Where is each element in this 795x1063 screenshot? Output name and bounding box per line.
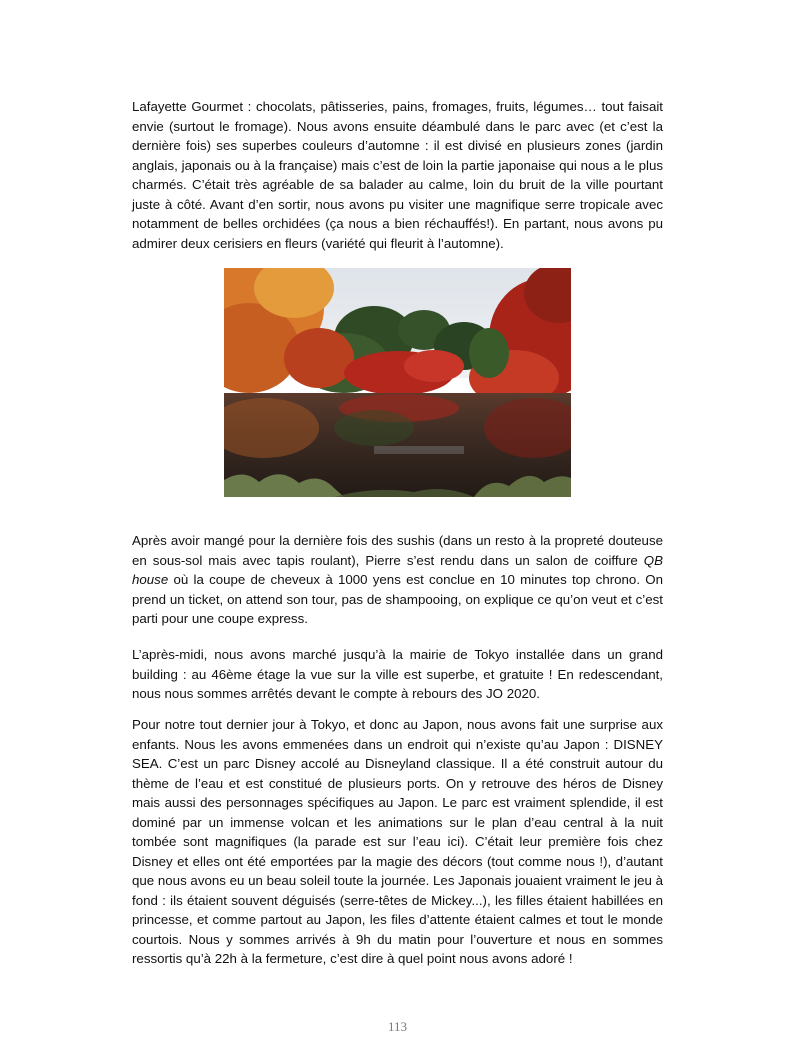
- p2-text-end: où la coupe de cheveux à 1000 yens est conclue en 10 minutes top chrono. On prend un ticket, on attend son tour, pas de shampooing, on explique ce qu’on veut et c’est parti pour une coupe express.: [132, 572, 663, 626]
- paragraph-disney-sea: Pour notre tout dernier jour à Tokyo, et donc au Japon, nous avons fait une surprise aux enfants. Nous les avons emmenées dans un endroit qui n’existe qu’au Japon : DISNEY SEA. C’est un parc Disney accolé au Disneyland classique. Il a été construit autour du thème de l’eau et est constitué de plusieurs ports. On y retrouve des héros de Disney mais aussi des personnages spécifiques au Japon. Le parc est vraiment splendide, il est dominé par un immense volcan et les animations sur le plan d’eau central à la nuit tombée sont magnifiques (la parade est sur l’eau ici). C’était leur première fois chez Disney et elles ont été emportées par la magie des décors (tout comme nous !), d’autant que nous avons eu un beau soleil toute la journée. Les Japonais jouaient vraiment le jeu à fond : ils étaient souvent déguisés (serre-têtes de Mickey...), les filles étaient habillées en princesse, et comme partout au Japon, les files d’attente étaient calmes et tout le monde courtois. Nous y sommes arrivés à 9h du matin pour l’ouverture et nous en sommes ressortis qu’à 22h à la fermeture, c’est dire à quel point nous avons adoré !: [132, 717, 663, 966]
- p2-text-start: Après avoir mangé pour la dernière fois des sushis (dans un resto à la propreté douteuse en sous-sol mais avec tapis roulant), Pierre s’est rendu dans un salon de coiffure: [132, 533, 663, 568]
- paragraph-haircut: [132, 531, 663, 629]
- qb-house-name: QB house: [132, 552, 663, 587]
- autumn-garden-pond-photo: [224, 268, 571, 497]
- paragraph-tokyo-city-hall: L’après-midi, nous avons marché jusqu’à la mairie de Tokyo installée dans un grand building : au 46ème étage la vue sur la ville est superbe, et gratuite ! En redescendant, nous nous sommes arrêtés devant le compte à rebours des JO 2020.: [132, 647, 663, 701]
- paragraph-lafayette-park: Lafayette Gourmet : chocolats, pâtisseries, pains, fromages, fruits, légumes… tout faisait envie (surtout le fromage). Nous avons ensuite déambulé dans le parc avec (et c’est la dernière fois) ses superbes couleurs d’automne : il est divisé en plusieurs zones (jardin anglais, japonais ou à la française) mais c’est de loin la partie japonaise qui nous a le plus charmés. C’était très agréable de sa balader au calme, loin du bruit de la ville pourtant juste à côté. Avant d’en sortir, nous avons pu visiter une magnifique serre tropicale avec notamment de belles orchidées (ça nous a bien réchauffés!). En partant, nous avons pu admirer deux cerisiers en fleurs (variété qui fleurit à l’automne).: [132, 99, 663, 251]
- page-number: 113: [387, 1019, 408, 1034]
